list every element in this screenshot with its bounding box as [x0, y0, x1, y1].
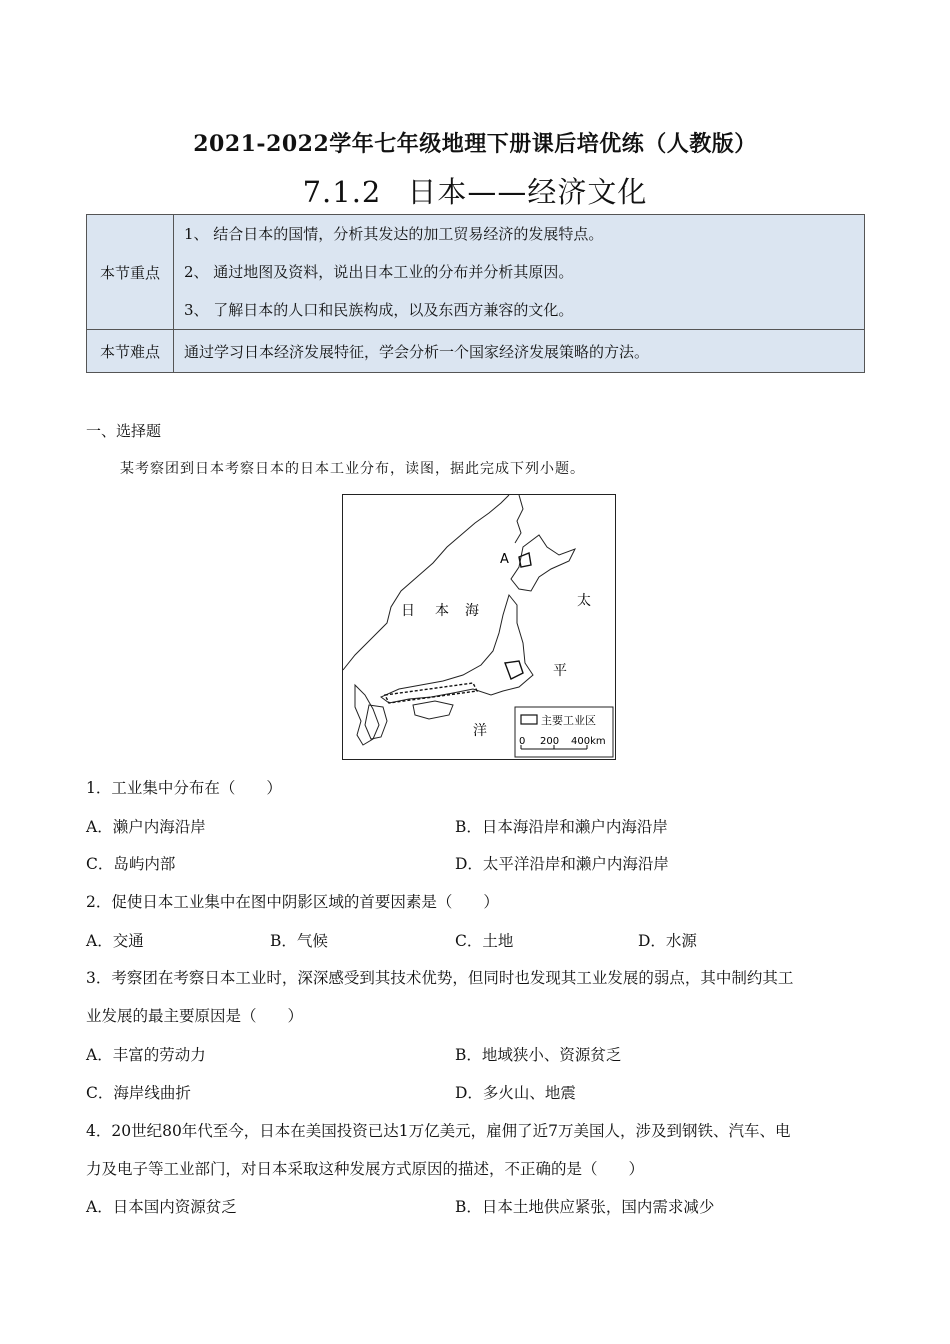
question-2-option-c[interactable]: C．土地: [455, 932, 514, 950]
shikoku-island: [413, 701, 453, 719]
mainland-coast: [343, 495, 509, 670]
industrial-zone-keihin: [505, 661, 523, 679]
question-3-option-b[interactable]: B．地域狭小、资源贫乏: [455, 1046, 622, 1064]
question-3-option-d[interactable]: D．多火山、地震: [455, 1084, 576, 1102]
question-1-option-b[interactable]: B．日本海沿岸和濑户内海沿岸: [455, 818, 668, 836]
document-title: 2021-2022学年七年级地理下册课后培优练（人教版）: [193, 131, 757, 157]
question-4-stem-line-2: 力及电子等工业部门，对日本采取这种发展方式原因的描述，不正确的是（ ）: [86, 1160, 645, 1178]
lesson-title: 日本——经济文化: [407, 175, 648, 209]
question-4-stem-line-1: 4．20世纪80年代至今，日本在美国投资已达1万亿美元，雇佣了近7万美国人，涉及到钢铁、汽车、电: [86, 1122, 791, 1140]
lesson-number: 7.1.2: [302, 175, 382, 209]
key-points-label: 本节重点: [87, 215, 174, 330]
difficulty-label: 本节难点: [87, 330, 174, 373]
question-3-stem-line-2: 业发展的最主要原因是（ ）: [86, 1007, 304, 1025]
legend-label: 主要工业区: [541, 714, 596, 727]
sea-japan-2: 本: [435, 603, 449, 619]
question-4-option-a[interactable]: A．日本国内资源贫乏: [86, 1198, 237, 1216]
sea-japan-1: 日: [401, 603, 415, 619]
lesson-heading: [0, 170, 950, 211]
difficulty-text: 通过学习日本经济发展特征，学会分析一个国家经济发展策略的方法。: [174, 330, 865, 373]
kyushu-island: [365, 705, 387, 739]
question-2-stem: 2．促使日本工业集中在图中阴影区域的首要因素是（ ）: [86, 893, 499, 911]
map-drawing: [343, 495, 615, 759]
question-2-option-a[interactable]: A．交通: [86, 932, 144, 950]
question-3-option-a[interactable]: A．丰富的劳动力: [86, 1046, 206, 1064]
key-point: 3、 了解日本的人口和民族构成，以及东西方兼容的文化。: [184, 301, 574, 319]
question-1-option-d[interactable]: D．太平洋沿岸和濑户内海沿岸: [455, 855, 669, 873]
question-2-option-b[interactable]: B．气候: [270, 932, 328, 950]
scale-label-0: 0: [519, 736, 526, 747]
intro-text: 某考察团到日本考察日本的日本工业分布，读图，据此完成下列小题。: [120, 461, 585, 477]
scale-label-200: 200: [540, 736, 560, 747]
question-1-stem: 1．工业集中分布在（ ）: [86, 779, 282, 797]
industrial-zone-setouchi: [385, 683, 477, 703]
industrial-zones: [385, 553, 531, 703]
pacific-2: 平: [553, 663, 567, 679]
sakhalin-coast: [515, 495, 523, 543]
question-3-option-c[interactable]: C．海岸线曲折: [86, 1084, 191, 1102]
question-1-option-c[interactable]: C．岛屿内部: [86, 855, 176, 873]
question-4-option-b[interactable]: B．日本土地供应紧张，国内需求减少: [455, 1198, 715, 1216]
scale-label-400: 400km: [571, 736, 606, 747]
pacific-1: 太: [577, 593, 591, 609]
objectives-table: [86, 214, 865, 373]
key-point: 2、 通过地图及资料，说出日本工业的分布并分析其原因。: [184, 263, 574, 281]
question-2-option-d[interactable]: D．水源: [638, 932, 697, 950]
question-3-stem-line-1: 3．考察团在考察日本工业时，深深感受到其技术优势，但同时也发现其工业发展的弱点，其中制约其工: [86, 969, 794, 987]
sea-japan-3: 海: [465, 603, 479, 619]
section-title: 一、选择题: [86, 422, 162, 440]
label-a: A: [500, 552, 509, 567]
key-points-cell: [174, 215, 865, 330]
pacific-3: 洋: [473, 723, 487, 739]
key-point: 1、 结合日本的国情，分析其发达的加工贸易经济的发展特点。: [184, 225, 604, 243]
question-1-option-a[interactable]: A．濑户内海沿岸: [86, 818, 206, 836]
japan-industry-map: [342, 494, 616, 760]
